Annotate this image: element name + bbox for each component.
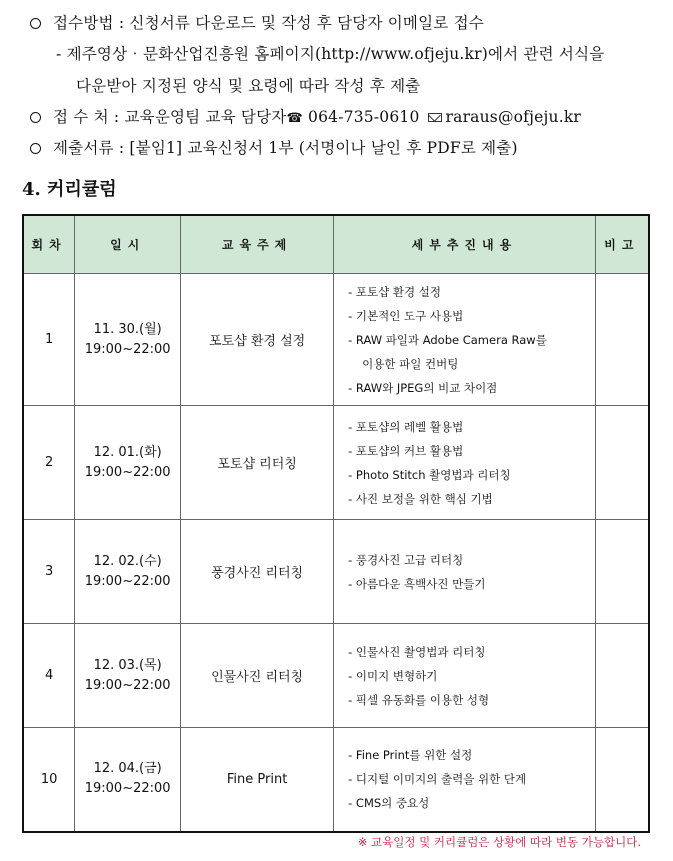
detail-item: - 인물사진 촬영법과 리터칭 bbox=[348, 644, 486, 659]
session-cell: 10 bbox=[23, 728, 75, 832]
note-cell bbox=[595, 624, 649, 728]
detail-item: - RAW 파일과 Adobe Camera Raw를 bbox=[348, 332, 547, 347]
table-row bbox=[23, 624, 649, 728]
detail-item: - 디지털 이미지의 출력을 위한 단계 bbox=[348, 772, 527, 787]
detail-item: - RAW와 JPEG의 비교 차이점 bbox=[348, 380, 498, 395]
topic-cell: 포토샵 환경 설정 bbox=[181, 274, 334, 406]
date-text: 12. 01.(화) bbox=[93, 444, 162, 460]
bullet-circle-icon bbox=[30, 143, 41, 154]
time-text: 19:00~22:00 bbox=[84, 573, 171, 589]
header-topic: 교육주제 bbox=[181, 215, 334, 274]
time-text: 19:00~22:00 bbox=[84, 464, 171, 480]
table-row bbox=[23, 520, 649, 624]
method-text: : 신청서류 다운로드 및 작성 후 담당자 이메일로 접수 bbox=[118, 14, 484, 32]
info-method bbox=[30, 11, 484, 33]
email-address: raraus@ofjeju.kr bbox=[445, 108, 582, 126]
date-cell bbox=[75, 520, 181, 624]
note-cell bbox=[595, 520, 649, 624]
note-cell bbox=[595, 728, 649, 832]
header-details: 세부추진내용 bbox=[334, 215, 596, 274]
method-label: 접수방법 bbox=[53, 14, 114, 32]
date-cell bbox=[75, 624, 181, 728]
curriculum-table bbox=[22, 214, 650, 833]
details-cell bbox=[334, 520, 596, 624]
detail-item: - 이미지 변형하기 bbox=[348, 668, 438, 683]
detail-item: - CMS의 중요성 bbox=[348, 796, 430, 811]
date-text: 11. 30.(월) bbox=[93, 321, 162, 337]
info-contact bbox=[30, 105, 581, 127]
detail-item: - 사진 보정을 위한 핵심 기법 bbox=[348, 491, 493, 506]
documents-text: : [붙임1] 교육신청서 1부 (서명이나 날인 후 PDF로 제출) bbox=[118, 139, 518, 157]
session-cell: 2 bbox=[23, 406, 75, 520]
detail-item: - 포토샵의 레벨 활용법 bbox=[348, 419, 464, 434]
topic-cell: 풍경사진 리터칭 bbox=[181, 520, 334, 624]
date-cell bbox=[75, 274, 181, 406]
method-sub-line2: 다운받아 지정된 양식 및 요령에 따라 작성 후 제출 bbox=[76, 77, 421, 95]
info-documents bbox=[30, 136, 518, 158]
time-text: 19:00~22:00 bbox=[84, 781, 171, 797]
header-session: 회차 bbox=[23, 215, 75, 274]
detail-item: - Fine Print를 위한 설정 bbox=[348, 748, 473, 763]
envelope-icon bbox=[428, 113, 442, 122]
detail-item: 이용한 파일 컨버팅 bbox=[362, 356, 459, 371]
detail-item: - 포토샵의 커브 활용법 bbox=[348, 443, 464, 458]
date-cell bbox=[75, 406, 181, 520]
details-cell bbox=[334, 728, 596, 832]
details-cell bbox=[334, 274, 596, 406]
session-cell: 4 bbox=[23, 624, 75, 728]
contact-text: : 교육운영팀 교육 담당자 bbox=[113, 108, 287, 126]
table-row bbox=[23, 406, 649, 520]
time-text: 19:00~22:00 bbox=[84, 677, 171, 693]
detail-item: - 기본적인 도구 사용법 bbox=[348, 308, 464, 323]
documents-label: 제출서류 bbox=[53, 139, 114, 157]
detail-item: - 아름다운 흑백사진 만들기 bbox=[348, 576, 486, 591]
bullet-circle-icon bbox=[30, 18, 41, 29]
topic-cell: Fine Print bbox=[181, 728, 334, 832]
schedule-footnote: ※ 교육일정 및 커리큘럼은 상황에 따라 변동 가능합니다. bbox=[357, 835, 641, 849]
time-text: 19:00~22:00 bbox=[84, 341, 171, 357]
table-header-row bbox=[23, 215, 649, 274]
detail-item: - 풍경사진 고급 리터칭 bbox=[348, 552, 464, 567]
session-cell: 1 bbox=[23, 274, 75, 406]
section-title: 4. 커리큘럼 bbox=[22, 179, 117, 200]
phone-number: 064-735-0610 bbox=[308, 108, 420, 126]
detail-item: - Photo Stitch 촬영법과 리터칭 bbox=[348, 467, 511, 482]
table-row bbox=[23, 728, 649, 832]
header-note: 비고 bbox=[595, 215, 649, 274]
date-text: 12. 04.(금) bbox=[93, 761, 162, 777]
table-row bbox=[23, 274, 649, 406]
phone-icon: ☎ bbox=[286, 111, 303, 126]
note-cell bbox=[595, 274, 649, 406]
topic-cell: 인물사진 리터칭 bbox=[181, 624, 334, 728]
date-text: 12. 03.(목) bbox=[93, 657, 162, 673]
session-cell: 3 bbox=[23, 520, 75, 624]
date-text: 12. 02.(수) bbox=[93, 553, 162, 569]
details-cell bbox=[334, 406, 596, 520]
topic-cell: 포토샵 리터칭 bbox=[181, 406, 334, 520]
header-date: 일시 bbox=[75, 215, 181, 274]
detail-item: - 포토샵 환경 설정 bbox=[348, 284, 442, 299]
bullet-circle-icon bbox=[30, 112, 41, 123]
note-cell bbox=[595, 406, 649, 520]
method-sub-line1: - 제주영상‧문화산업진흥원 홈페이지(http://www.ofjeju.kr)에서 관련 서식을 bbox=[56, 45, 605, 63]
details-cell bbox=[334, 624, 596, 728]
contact-label: 접 수 처 bbox=[53, 108, 109, 126]
date-cell bbox=[75, 728, 181, 832]
detail-item: - 픽셀 유동화를 이용한 성형 bbox=[348, 692, 490, 707]
